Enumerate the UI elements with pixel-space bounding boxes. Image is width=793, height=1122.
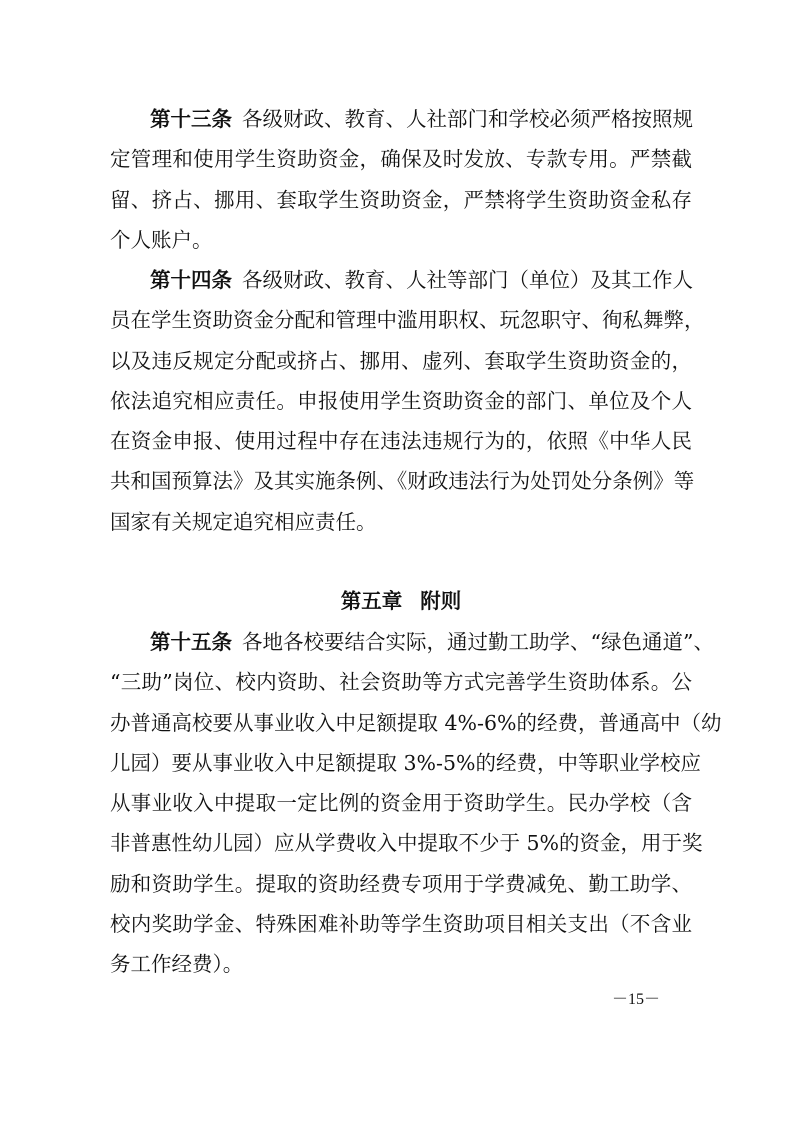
article-15-line: 儿园）要从事业收入中足额提取 3%-5%的经费，中等职业学校应 — [110, 750, 701, 775]
article-15-line: 励和资助学生。提取的资助经费专项用于学费减免、勤工助学、 — [110, 871, 692, 896]
article-14-line: 员在学生资助资金分配和管理中滥用职权、玩忽职守、徇私舞弊， — [110, 308, 705, 333]
article-15 — [110, 622, 722, 985]
article-14-line: 国家有关规定追究相应责任。 — [110, 509, 377, 534]
page-number: －15－ — [612, 991, 661, 1008]
article-15-heading: 第十五条 — [150, 630, 232, 654]
article-15-line: 非普惠性幼儿园）应从学费收入中提取不少于 5%的资金，用于奖 — [110, 831, 703, 856]
article-15-line: 办普通高校要从事业收入中足额提取 4%-6%的经费，普通高中（幼 — [110, 710, 722, 735]
chapter-heading — [110, 581, 692, 621]
chapter-name: 附则 — [420, 589, 462, 613]
article-14-line: 依法追究相应责任。申报使用学生资助资金的部门、单位及个人 — [110, 388, 692, 413]
article-14-heading: 第十四条 — [150, 268, 232, 292]
article-15-line: 校内奖助学金、特殊困难补助等学生资助项目相关支出（不含业 — [110, 912, 692, 937]
article-15-line: “三助”岗位、校内资助、社会资助等方式完善学生资助体系。公 — [110, 670, 692, 695]
article-13 — [110, 99, 692, 260]
article-15-line: 从事业收入中提取一定比例的资金用于资助学生。民办学校（含 — [110, 791, 692, 816]
article-13-line: 第十三条 各级财政、教育、人社部门和学校必须严格按照规 — [150, 107, 693, 131]
article-15-line: 务工作经费）。 — [110, 952, 244, 977]
article-14 — [110, 260, 705, 542]
article-13-line: 个人账户。 — [110, 227, 213, 252]
article-14-line: 以及违反规定分配或挤占、挪用、虚列、套取学生资助资金的， — [110, 348, 692, 373]
article-14-line: 第十四条 各级财政、教育、人社等部门（单位）及其工作人 — [150, 268, 693, 292]
article-14-line: 共和国预算法》及其实施条例、《财政违法行为处罚处分条例》等 — [110, 469, 695, 494]
article-14-line: 在资金申报、使用过程中存在违法违规行为的，依照《中华人民 — [110, 429, 692, 454]
article-13-heading: 第十三条 — [150, 107, 232, 131]
article-13-line: 定管理和使用学生资助资金，确保及时发放、专款专用。严禁截 — [110, 147, 692, 172]
article-15-line: 第十五条 各地各校要结合实际，通过勤工助学、“绿色通道”、 — [150, 630, 714, 654]
article-13-line: 留、挤占、挪用、套取学生资助资金，严禁将学生资助资金私存 — [110, 187, 692, 212]
chapter-number: 第五章 — [340, 589, 403, 613]
